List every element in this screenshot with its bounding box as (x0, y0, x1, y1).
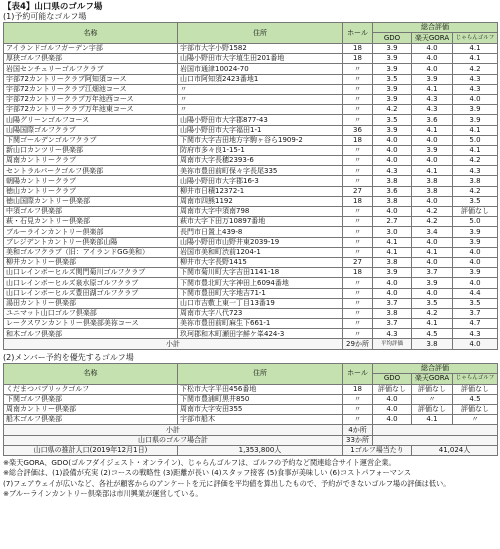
table-row (4, 115, 498, 125)
rating-rakuten: 4.2 (412, 207, 453, 217)
course-holes: 〃 (343, 145, 373, 155)
rating-gdo: 4.0 (373, 156, 412, 166)
table-row (4, 394, 498, 404)
rating-jalan: 4.0 (453, 257, 498, 267)
course-name: 朝陽カントリークラブ (4, 176, 178, 186)
header-holes: ホール (343, 23, 373, 44)
rating-gdo: 4.1 (373, 247, 412, 257)
rating-jalan: 3.8 (453, 176, 498, 186)
rating-gdo: 3.9 (373, 125, 412, 135)
section1-avg-label: 平均評価 (373, 339, 412, 349)
course-address: 宇部市船木 (178, 415, 343, 425)
rating-jalan: 評価なし (453, 405, 498, 415)
course-address: 防府市多々良1-15-1 (178, 145, 343, 155)
rating-jalan: 3.9 (453, 237, 498, 247)
rating-rakuten: 4.0 (412, 237, 453, 247)
rating-rakuten: 4.1 (412, 84, 453, 94)
course-name: ブレジデントカントリー倶楽部山陽 (4, 237, 178, 247)
course-holes: 〃 (343, 288, 373, 298)
course-name: 宇部72カントリークラブ江畑池コース (4, 84, 178, 94)
course-name: 厚狭ゴルフ倶楽部 (4, 54, 178, 64)
rating-rakuten: 4.2 (412, 217, 453, 227)
course-address: 下関市豊北町大字神田上6094番地 (178, 278, 343, 288)
table-row (4, 44, 498, 54)
section1-body (4, 44, 498, 339)
rating-gdo: 4.3 (373, 329, 412, 339)
course-address: 長門市日置上439-8 (178, 227, 343, 237)
course-name: アイランドゴルフガーデン宇部 (4, 44, 178, 54)
course-name: レークスワンカントリー倶楽部美祢コース (4, 319, 178, 329)
course-holes: 18 (343, 54, 373, 64)
course-holes: 〃 (343, 74, 373, 84)
header-rating: 総合評価 (373, 23, 498, 33)
rating-rakuten: 3.8 (412, 176, 453, 186)
rating-rakuten: 4.0 (412, 64, 453, 74)
rating-rakuten: 3.9 (412, 278, 453, 288)
rating-jalan: 評価なし (453, 207, 498, 217)
course-holes: 18 (343, 384, 373, 394)
rating-jalan: 4.3 (453, 166, 498, 176)
rating-rakuten: 4.1 (412, 125, 453, 135)
course-holes: 18 (343, 268, 373, 278)
course-name: 周南カントリークラブ (4, 156, 178, 166)
rating-gdo: 4.0 (373, 288, 412, 298)
rating-gdo: 3.8 (373, 308, 412, 318)
rating-rakuten: 3.9 (412, 74, 453, 84)
population-label: 山口県の推計人口(2019年12月1日) (4, 445, 178, 455)
rating-rakuten: 4.0 (412, 288, 453, 298)
course-address: 周南市大字八代723 (178, 308, 343, 318)
header-address: 住所 (178, 363, 343, 384)
rating-gdo: 4.1 (373, 237, 412, 247)
footnote: ※楽天GORA、GDO(ゴルフダイジェスト・オンライン)、じゃらんゴルフは、ゴルフの予約など関連総合サイト運営企業。 (3, 457, 396, 467)
course-address: 周南市四熊1192 (178, 196, 343, 206)
course-name: 岩国センチュリーゴルフクラブ (4, 64, 178, 74)
rating-rakuten: 評価なし (412, 384, 453, 394)
rating-jalan: 3.5 (453, 298, 498, 308)
rating-rakuten: 4.0 (412, 44, 453, 54)
rating-gdo: 4.0 (373, 405, 412, 415)
section1-avg-rakuten: 4.0 (453, 339, 498, 349)
rating-rakuten: 4.1 (412, 319, 453, 329)
course-holes: 〃 (343, 415, 373, 425)
course-address: 山口市吉敷上東一丁目13番19 (178, 298, 343, 308)
rating-jalan: 〃 (453, 415, 498, 425)
course-address: 下関市豊浦町黒井850 (178, 394, 343, 404)
section2-label: (2)メンバー予約を優先するゴルフ場 (3, 352, 134, 362)
rating-rakuten: 4.0 (412, 156, 453, 166)
rating-jalan: 4.1 (453, 145, 498, 155)
table-row (4, 176, 498, 186)
table-row (4, 145, 498, 155)
section2-table (3, 363, 498, 456)
course-holes: 〃 (343, 115, 373, 125)
rating-jalan: 4.3 (453, 329, 498, 339)
rating-rakuten: 評価なし (412, 405, 453, 415)
rating-gdo: 2.7 (373, 217, 412, 227)
rating-jalan: 4.3 (453, 84, 498, 94)
rating-jalan: 5.0 (453, 135, 498, 145)
footnote: ※ブルーラインカントリー倶楽部は市川興業が運営している。 (3, 489, 203, 499)
table-row (4, 319, 498, 329)
rating-rakuten: 4.3 (412, 105, 453, 115)
course-address: 柳井市大字長野1415 (178, 257, 343, 267)
course-holes: 〃 (343, 247, 373, 257)
rating-gdo: 3.8 (373, 257, 412, 267)
course-holes: 〃 (343, 217, 373, 227)
course-address: 美祢市豊田前町保々字長尾335 (178, 166, 343, 176)
rating-jalan: 5.0 (453, 217, 498, 227)
section2-subtotal-count: 4か所 (343, 425, 373, 435)
course-address: 萩市大字下田万10897番地 (178, 217, 343, 227)
course-address: 宇部市大字小野1582 (178, 44, 343, 54)
course-holes: 〃 (343, 227, 373, 237)
rating-jalan: 4.7 (453, 319, 498, 329)
rating-rakuten: 4.5 (412, 329, 453, 339)
rating-jalan: 4.5 (453, 394, 498, 404)
course-address: 周南市大字安田355 (178, 405, 343, 415)
header-rakuten: 楽天GORA (412, 33, 453, 44)
rating-jalan: 4.3 (453, 74, 498, 84)
rating-jalan: 評価なし (453, 384, 498, 394)
table-row (4, 237, 498, 247)
course-name: 山口レインボーヒルズ関門菊川ゴルフクラブ (4, 268, 178, 278)
table-row (4, 278, 498, 288)
rating-jalan: 3.9 (453, 227, 498, 237)
course-holes: 〃 (343, 237, 373, 247)
course-holes: 〃 (343, 298, 373, 308)
course-address: 周南市大字長穂2393-6 (178, 156, 343, 166)
rating-rakuten: 4.2 (412, 308, 453, 318)
header-rakuten: 楽天GORA (412, 373, 453, 384)
course-holes: 〃 (343, 156, 373, 166)
section1-subtotal-count: 29か所 (343, 339, 373, 349)
rating-gdo: 3.9 (373, 44, 412, 54)
total-label: 山口県のゴルフ場合計 (4, 435, 343, 445)
course-holes: 〃 (343, 329, 373, 339)
rating-jalan: 4.2 (453, 156, 498, 166)
table-row (4, 308, 498, 318)
course-address: 山陽小野田市大字埴生田201番地 (178, 54, 343, 64)
footnote: ※総合評価は、(1)設備が充実 (2)コースの戦略性 (3)距離が長い (4)スタッフ接客 (5)食事が美味しい (6)コストパフォーマンス (3, 468, 412, 478)
course-name: くだまつパブリックゴルフ (4, 384, 178, 394)
course-holes: 36 (343, 125, 373, 135)
section1-table (3, 22, 498, 350)
course-holes: 18 (343, 44, 373, 54)
table-row (4, 257, 498, 267)
rating-gdo: 4.0 (373, 394, 412, 404)
course-name: 山口レインボーヒルズ泉水原ゴルフクラブ (4, 278, 178, 288)
table-row (4, 247, 498, 257)
course-address: 〃 (178, 94, 343, 104)
rating-jalan: 3.9 (453, 105, 498, 115)
rating-gdo: 3.9 (373, 94, 412, 104)
course-address: 山陽小野田市大字福田1-1 (178, 125, 343, 135)
course-address: 山口市阿知須2423番地1 (178, 74, 343, 84)
course-address: 〃 (178, 84, 343, 94)
rating-jalan: 3.9 (453, 115, 498, 125)
header-rating: 総合評価 (373, 363, 498, 373)
rating-rakuten: 3.4 (412, 227, 453, 237)
course-holes: 18 (343, 196, 373, 206)
header-name: 名称 (4, 23, 178, 44)
rating-rakuten: 3.7 (412, 268, 453, 278)
course-name: 中須ゴルフ倶楽部 (4, 207, 178, 217)
rating-rakuten: 3.5 (412, 298, 453, 308)
rating-jalan: 4.1 (453, 54, 498, 64)
rating-rakuten: 4.0 (412, 135, 453, 145)
course-holes: 〃 (343, 176, 373, 186)
rating-rakuten: 〃 (412, 394, 453, 404)
course-holes: 〃 (343, 394, 373, 404)
table-row (4, 384, 498, 394)
course-name: 徳山国際カントリー倶楽部 (4, 196, 178, 206)
section1-label: (1)予約可能なゴルフ場 (3, 12, 87, 21)
rating-gdo: 3.5 (373, 115, 412, 125)
course-address: 玖珂郡和木町瀬田字鮮ケ峯424-3 (178, 329, 343, 339)
course-holes: 〃 (343, 105, 373, 115)
course-name: 山陽国際ゴルフクラブ (4, 125, 178, 135)
rating-rakuten: 4.1 (412, 247, 453, 257)
course-name: 湯田カントリー倶楽部 (4, 298, 178, 308)
per-course-value: 41,024人 (412, 445, 498, 455)
course-name: 美和ゴルフクラブ（旧：アイランドGG美和） (4, 247, 178, 257)
rating-jalan: 4.0 (453, 278, 498, 288)
rating-jalan: 4.2 (453, 186, 498, 196)
table-row (4, 329, 498, 339)
rating-rakuten: 4.1 (412, 166, 453, 176)
rating-rakuten: 4.0 (412, 54, 453, 64)
rating-gdo: 4.0 (373, 415, 412, 425)
table-row (4, 415, 498, 425)
table-row (4, 227, 498, 237)
course-holes: 18 (343, 135, 373, 145)
section2-body (4, 384, 498, 425)
course-name: 下関ゴールデンゴルフクラブ (4, 135, 178, 145)
header-holes: ホール (343, 363, 373, 384)
course-address: 山陽小野田市山野井東2039-19 (178, 237, 343, 247)
footnotes (3, 458, 497, 500)
rating-jalan: 4.2 (453, 64, 498, 74)
table-title: 【表4】山口県のゴルフ場 (3, 2, 103, 12)
footnote: (7)フェアウェイが広いなど、各社が顧客からのアンケートを元に評価を平均値を算出したもので、予約ができないゴルフ場の評価は低い。 (3, 478, 451, 488)
rating-jalan: 3.5 (453, 196, 498, 206)
rating-rakuten: 4.1 (412, 415, 453, 425)
course-name: 下関ゴルフ倶楽部 (4, 394, 178, 404)
rating-gdo: 4.0 (373, 278, 412, 288)
table-row (4, 298, 498, 308)
rating-gdo: 3.9 (373, 54, 412, 64)
course-name: 柳井カントリー倶楽部 (4, 257, 178, 267)
rating-gdo: 4.3 (373, 166, 412, 176)
rating-gdo: 3.9 (373, 268, 412, 278)
table-row (4, 217, 498, 227)
table-row (4, 54, 498, 64)
course-name: 船木ゴルフ倶楽部 (4, 415, 178, 425)
course-holes: 〃 (343, 207, 373, 217)
course-holes: 〃 (343, 278, 373, 288)
rating-gdo: 3.6 (373, 186, 412, 196)
section2-subtotal-label: 小計 (4, 425, 343, 435)
rating-gdo: 3.9 (373, 64, 412, 74)
rating-jalan: 4.0 (453, 247, 498, 257)
rating-jalan: 4.0 (453, 94, 498, 104)
header-gdo: GDO (373, 373, 412, 384)
course-address: 岩国市美和町渋前1204-1 (178, 247, 343, 257)
rating-gdo: 4.0 (373, 135, 412, 145)
course-address: 山陽小野田市大字郡16-3 (178, 176, 343, 186)
rating-rakuten: 4.0 (412, 257, 453, 267)
course-address: 下関市菊川町大字吉田1141-18 (178, 268, 343, 278)
course-name: 徳山カントリークラブ (4, 186, 178, 196)
section1-subtotal-label: 小計 (4, 339, 343, 349)
course-holes: 〃 (343, 84, 373, 94)
rating-rakuten: 3.9 (412, 145, 453, 155)
course-name: セントラルパークゴルフ倶楽部 (4, 166, 178, 176)
table-row (4, 268, 498, 278)
course-address: 下関市大字吉田地方字駒ヶ谷ら1909-2 (178, 135, 343, 145)
course-holes: 〃 (343, 405, 373, 415)
course-name: 宇部72カントリークラブ万年池西コース (4, 94, 178, 104)
course-holes: 〃 (343, 308, 373, 318)
rating-jalan: 3.7 (453, 308, 498, 318)
rating-jalan: 4.4 (453, 288, 498, 298)
rating-jalan: 4.1 (453, 125, 498, 135)
rating-gdo: 3.5 (373, 74, 412, 84)
course-name: 和木ゴルフ倶楽部 (4, 329, 178, 339)
rating-rakuten: 4.3 (412, 94, 453, 104)
rating-gdo: 3.8 (373, 196, 412, 206)
course-holes: 27 (343, 257, 373, 267)
rating-jalan: 3.9 (453, 268, 498, 278)
table-row (4, 125, 498, 135)
table-row (4, 405, 498, 415)
course-holes: 〃 (343, 94, 373, 104)
table-row (4, 288, 498, 298)
table-row (4, 64, 498, 74)
section1-avg-gdo: 3.8 (412, 339, 453, 349)
table-row (4, 166, 498, 176)
course-address: 下関市豊田町大字地吉71-1 (178, 288, 343, 298)
rating-rakuten: 3.6 (412, 115, 453, 125)
population-value: 1,353,800人 (178, 445, 343, 455)
course-address: 美祢市豊田前町麻生下661-1 (178, 319, 343, 329)
rating-gdo: 3.0 (373, 227, 412, 237)
header-address: 住所 (178, 23, 343, 44)
course-name: ブルーラインカントリー倶楽部 (4, 227, 178, 237)
course-address: 下松市大字平田456番地 (178, 384, 343, 394)
course-name: 山陽グリーンゴルフコース (4, 115, 178, 125)
header-jalan: じゃらんゴルフ (453, 373, 498, 384)
total-count: 33か所 (343, 435, 373, 445)
header-jalan: じゃらんゴルフ (453, 33, 498, 44)
per-course-label: 1ゴルフ場当たり (343, 445, 412, 455)
course-name: ユニマット山口ゴルフ倶楽部 (4, 308, 178, 318)
course-holes: 〃 (343, 166, 373, 176)
table-row (4, 207, 498, 217)
rating-rakuten: 4.0 (412, 196, 453, 206)
table-row (4, 94, 498, 104)
course-address: 柳井市日積12372-1 (178, 186, 343, 196)
rating-gdo: 3.7 (373, 319, 412, 329)
table-row (4, 105, 498, 115)
course-name: 宇部72カントリークラブ阿知須コース (4, 74, 178, 84)
rating-gdo: 4.0 (373, 145, 412, 155)
course-address: 周南市大字中須南798 (178, 207, 343, 217)
course-name: 山口レインボーヒルズ豊田湖ゴルフクラブ (4, 288, 178, 298)
course-address: 山陽小野田市大字郡877-43 (178, 115, 343, 125)
rating-gdo: 4.0 (373, 207, 412, 217)
course-holes: 〃 (343, 64, 373, 74)
course-holes: 〃 (343, 319, 373, 329)
course-name: 萩・石見カントリー倶楽部 (4, 217, 178, 227)
header-gdo: GDO (373, 33, 412, 44)
rating-jalan: 4.1 (453, 44, 498, 54)
table-row (4, 84, 498, 94)
rating-gdo: 評価なし (373, 384, 412, 394)
rating-gdo: 3.9 (373, 84, 412, 94)
table-row (4, 135, 498, 145)
rating-rakuten: 3.8 (412, 186, 453, 196)
header-name: 名称 (4, 363, 178, 384)
course-name: 周南カントリー倶楽部 (4, 405, 178, 415)
rating-gdo: 3.7 (373, 298, 412, 308)
table-row (4, 196, 498, 206)
table-row (4, 186, 498, 196)
course-address: 岩国市通津10024-70 (178, 64, 343, 74)
course-address: 〃 (178, 105, 343, 115)
rating-gdo: 4.2 (373, 105, 412, 115)
course-holes: 27 (343, 186, 373, 196)
course-name: 新山口カンツリー倶楽部 (4, 145, 178, 155)
table-row (4, 156, 498, 166)
rating-gdo: 3.8 (373, 176, 412, 186)
course-name: 宇部72カントリークラブ万年池東コース (4, 105, 178, 115)
table-row (4, 74, 498, 84)
